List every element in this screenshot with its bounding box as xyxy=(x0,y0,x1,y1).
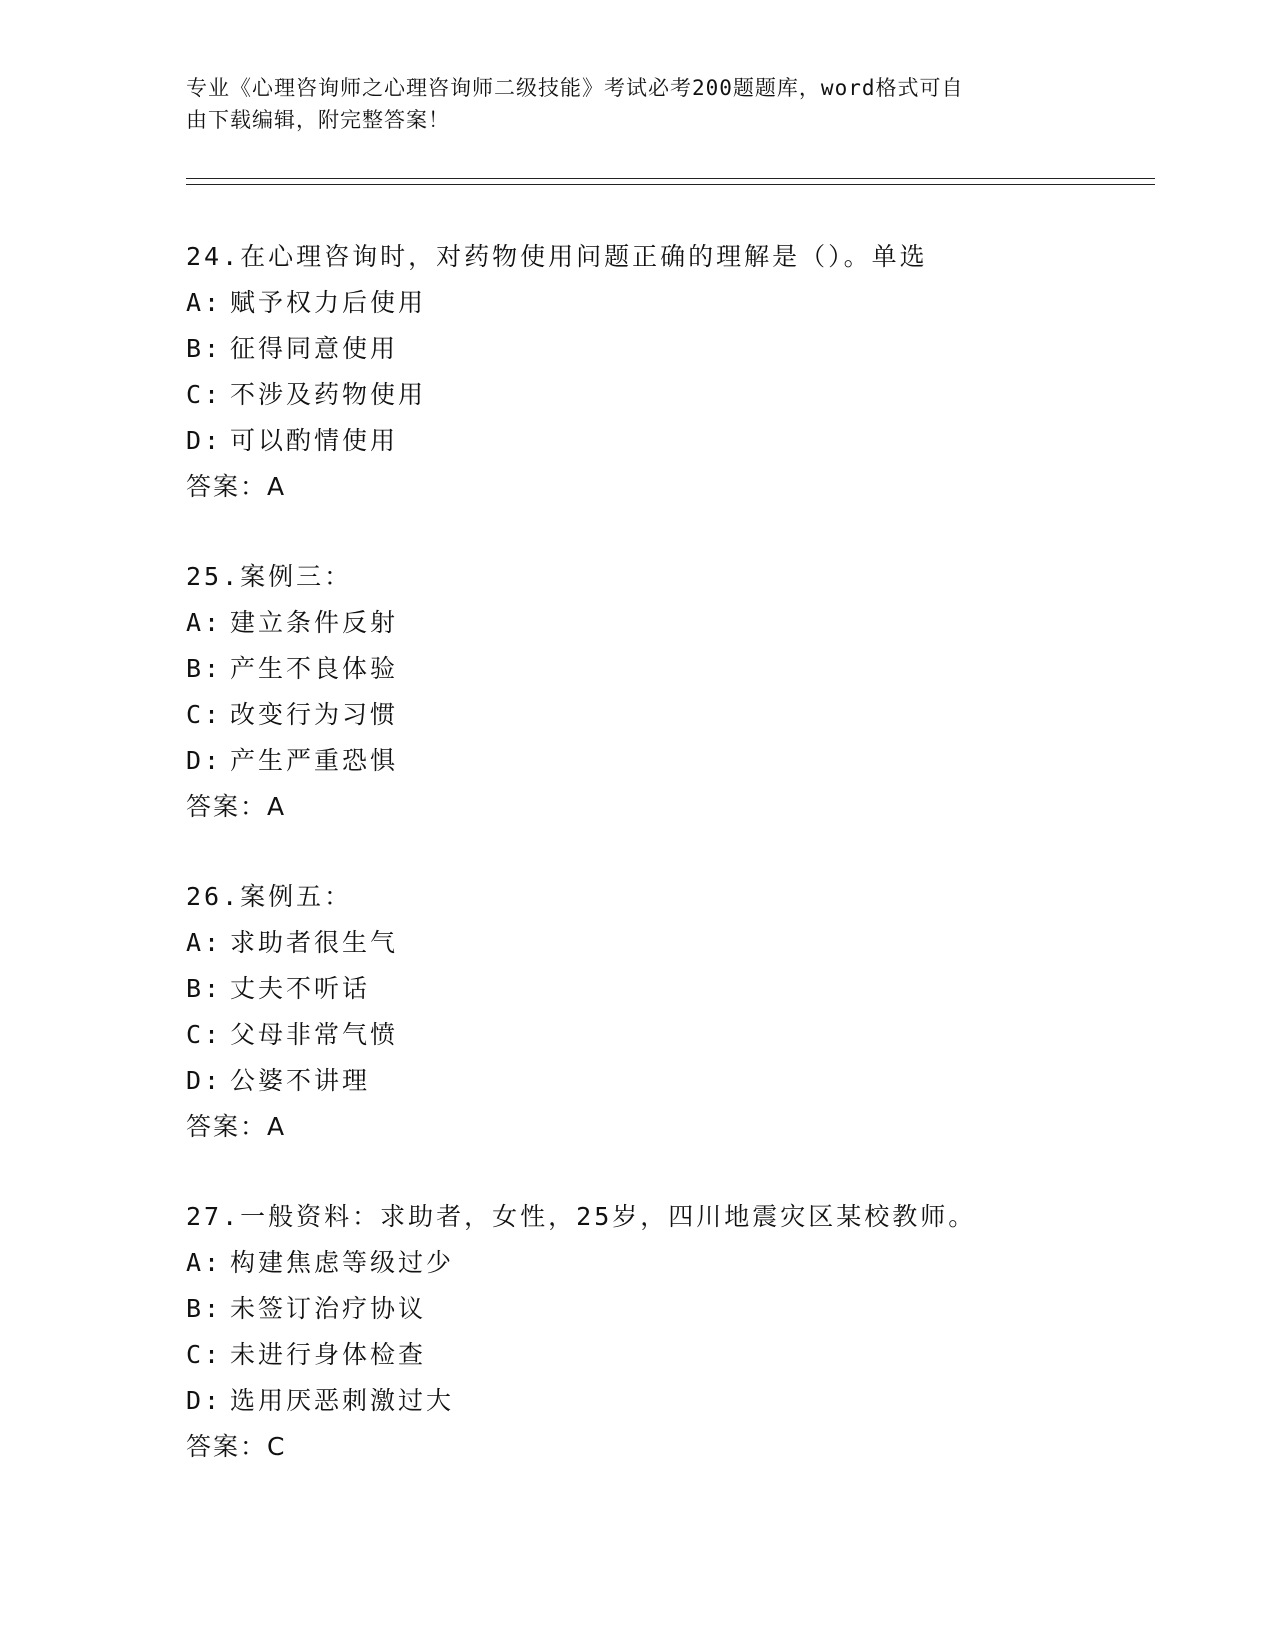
option-key: A: xyxy=(186,928,223,957)
option-c xyxy=(186,1012,1166,1058)
option-text: 丈夫不听话 xyxy=(230,974,371,1003)
option-b xyxy=(186,646,1166,692)
option-text: 公婆不讲理 xyxy=(230,1066,371,1095)
answer-line: 答案：A xyxy=(186,1112,287,1141)
header-line-2: 由下载编辑，附完整答案！ xyxy=(186,108,450,132)
question-27 xyxy=(186,1194,1166,1470)
option-text: 改变行为习惯 xyxy=(230,700,399,729)
option-text: 选用厌恶刺激过大 xyxy=(230,1386,455,1415)
option-key: D: xyxy=(186,1066,223,1095)
option-key: C: xyxy=(186,1340,223,1369)
option-d xyxy=(186,418,1166,464)
option-key: D: xyxy=(186,1386,223,1415)
option-key: C: xyxy=(186,700,223,729)
option-a xyxy=(186,920,1166,966)
option-key: C: xyxy=(186,380,223,409)
question-stem: 27.一般资料：求助者，女性，25岁，四川地震灾区某校教师。 xyxy=(186,1202,977,1231)
option-key: A: xyxy=(186,1248,223,1277)
option-a xyxy=(186,280,1166,326)
option-d xyxy=(186,1378,1166,1424)
option-text: 产生严重恐惧 xyxy=(230,746,399,775)
option-text: 父母非常气愤 xyxy=(230,1020,399,1049)
document-header xyxy=(186,72,1086,136)
answer-line: 答案：A xyxy=(186,792,287,821)
option-text: 征得同意使用 xyxy=(230,334,399,363)
question-26 xyxy=(186,874,1166,1150)
option-key: D: xyxy=(186,426,223,455)
option-key: B: xyxy=(186,974,223,1003)
option-b xyxy=(186,1286,1166,1332)
option-text: 赋予权力后使用 xyxy=(230,288,427,317)
header-line-1: 专业《心理咨询师之心理咨询师二级技能》考试必考200题题库，word格式可自 xyxy=(186,76,964,100)
option-a xyxy=(186,600,1166,646)
header-divider-top xyxy=(186,178,1155,179)
option-b xyxy=(186,966,1166,1012)
option-text: 求助者很生气 xyxy=(230,928,399,957)
question-stem: 24.在心理咨询时，对药物使用问题正确的理解是（）。单选 xyxy=(186,242,928,271)
header-divider-bottom xyxy=(186,184,1155,185)
answer-line: 答案：A xyxy=(186,472,287,501)
question-24 xyxy=(186,234,1166,510)
option-c xyxy=(186,372,1166,418)
option-text: 未进行身体检查 xyxy=(230,1340,427,1369)
option-text: 不涉及药物使用 xyxy=(230,380,427,409)
option-text: 建立条件反射 xyxy=(230,608,399,637)
option-c xyxy=(186,692,1166,738)
option-text: 构建焦虑等级过少 xyxy=(230,1248,455,1277)
option-key: B: xyxy=(186,1294,223,1323)
option-key: B: xyxy=(186,654,223,683)
answer-line: 答案：C xyxy=(186,1432,287,1461)
option-d xyxy=(186,738,1166,784)
option-key: A: xyxy=(186,288,223,317)
option-text: 未签订治疗协议 xyxy=(230,1294,427,1323)
option-a xyxy=(186,1240,1166,1286)
option-text: 可以酌情使用 xyxy=(230,426,399,455)
question-stem: 26.案例五： xyxy=(186,882,353,911)
option-key: B: xyxy=(186,334,223,363)
option-key: A: xyxy=(186,608,223,637)
option-key: C: xyxy=(186,1020,223,1049)
option-text: 产生不良体验 xyxy=(230,654,399,683)
option-d xyxy=(186,1058,1166,1104)
option-b xyxy=(186,326,1166,372)
question-25 xyxy=(186,554,1166,830)
option-c xyxy=(186,1332,1166,1378)
option-key: D: xyxy=(186,746,223,775)
question-stem: 25.案例三： xyxy=(186,562,353,591)
